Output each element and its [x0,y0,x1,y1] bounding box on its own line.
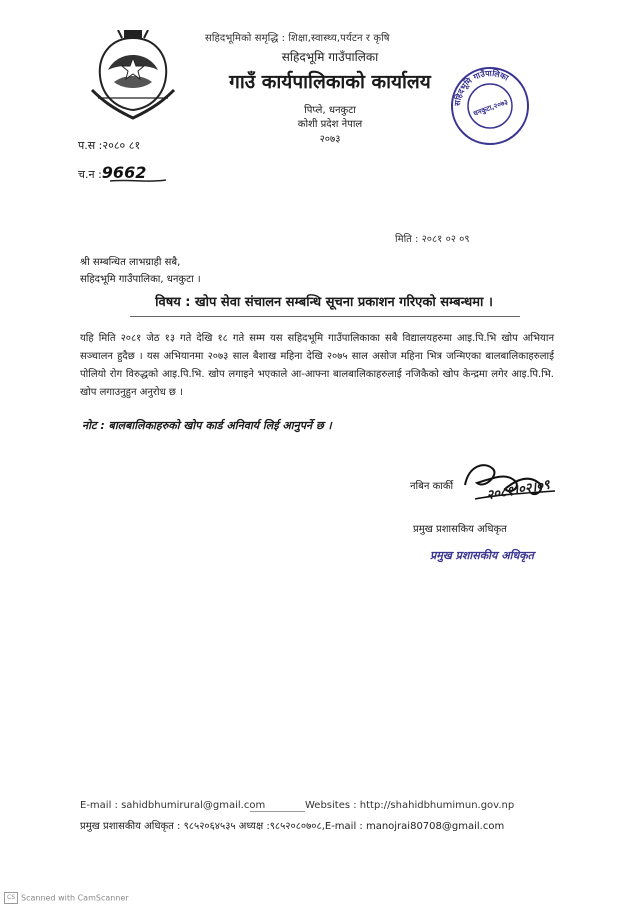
camscanner-icon: CS [4,892,18,904]
footer-separator [250,811,305,812]
body-paragraph: यहि मिति २०८१ जेठ १३ गते देखि १८ गते सम्म यस सहिदभूमि गाउँपालिकाका सबै विद्यालयहरुमा आइ.पि.भि खोप अभियान सञ्चालन हुदैछ । यस अभियानमा २०७३ साल बैशाख महिना देखि २०७५ साल असोज महिना भित्र जन्मिएका बालबालिकाहरुलाई पोलियो रोग विरुद्धको आइ.पि.भि. खोप लगाइने भएकाले आ-आफ्ना बालबालिकाहरुलाई नजिकैको खोप केन्द्रमा लगेर आइ.पि.भि. खोप लगाउनुहुन अनुरोध छ । [80,333,554,398]
scanner-watermark: CS Scanned with CamScanner [4,892,129,904]
signer-name: नबिन कार्की [410,481,454,492]
office-title: गाउँ कार्यपालिकाको कार्यालय [229,71,431,93]
dispatch-underline [108,178,168,184]
addressee-line-1: श्री सम्बन्धित लाभग्राही सबै, [80,257,181,268]
office-stamp [448,64,532,148]
municipality-name: सहिदभूमि गाउँपालिका [281,50,379,64]
footer-phone-row: प्रमुख प्रशासकीय अधिकृत : ९८५२०६४५३५ अध्यक्ष :९८५२०८०७०८,E-mail : manojrai80708@gmail.com [80,821,505,832]
dispatch-number: च.न :9662 [78,163,147,182]
footer-email: E-mail : sahidbhumirural@gmail.com [80,800,266,811]
letter-date: मिति : २०८१ ०२ ०९ [395,234,470,245]
note: नोट : बालबालिकाहरुको खोप कार्ड अनिवार्य लिई आनुपर्ने छ । [82,419,332,432]
stamp-ring-text: सहिदभूमि गाउँपालिका [452,68,510,107]
signature-date: २०८१।०२।०९ [485,477,552,504]
nepal-emblem-icon [88,30,178,126]
address-line-1: पिप्ले, धनकुटा [304,105,356,116]
designation-stamp: प्रमुख प्रशासकीय अधिकृत [430,549,534,562]
footer-website: Websites : http://shahidbhumimun.gov.np [305,800,515,811]
footer-contact-row [80,800,540,811]
subject-underline [130,316,520,317]
address-line-2: कोशी प्रदेश नेपाल [297,119,363,130]
tagline: सहिदभूमिको समृद्धि : शिक्षा,स्वास्थ्य,पर्यटन र कृषि [205,33,390,44]
letter-number: प.स :२०८० ८१ [78,139,141,152]
address-line-3: २०७३ [319,134,341,145]
signer-title: प्रमुख प्रशासकिय अधिकृत [413,524,507,535]
addressee-line-2: सहिदभूमि गाउँपालिका, धनकुटा । [80,274,201,285]
stamp-inner-text: धनकुटा,२०७३ [472,97,510,118]
subject-line: विषय : खोप सेवा संचालन सम्बन्धि सूचना प्रकाशन गरिएको सम्बन्धमा । [155,295,493,310]
